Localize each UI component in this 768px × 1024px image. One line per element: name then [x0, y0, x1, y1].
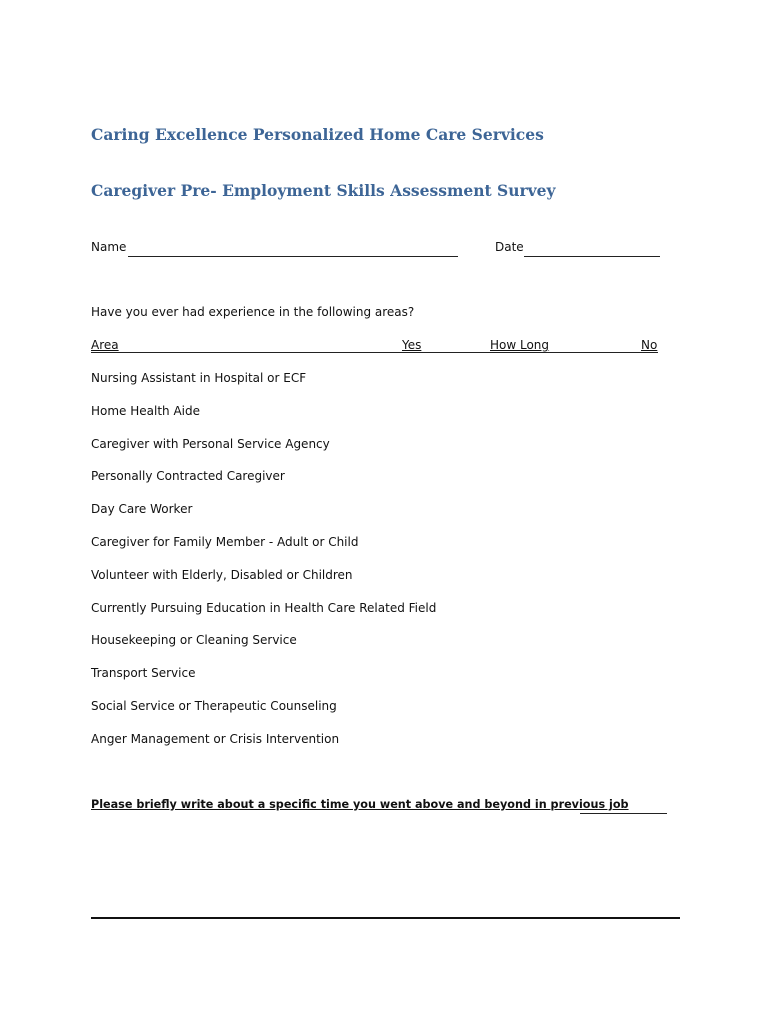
area-item: Housekeeping or Cleaning Service: [91, 633, 297, 647]
area-item: Transport Service: [91, 666, 196, 680]
name-label: Name: [91, 240, 127, 254]
essay-prompt: Please briefly write about a specific time you went above and beyond in previous job: [91, 798, 629, 811]
area-item: Caregiver for Family Member - Adult or Child: [91, 535, 359, 549]
area-item: Volunteer with Elderly, Disabled or Children: [91, 568, 353, 582]
area-item: Home Health Aide: [91, 404, 201, 418]
organization-title: Caring Excellence Personalized Home Care Services: [91, 125, 544, 144]
answer-line[interactable]: [91, 917, 680, 919]
column-header-yes: Yes: [402, 338, 422, 352]
survey-title: Caregiver Pre- Employment Skills Assessment Survey: [91, 181, 556, 200]
date-field[interactable]: [524, 256, 660, 257]
area-item: Caregiver with Personal Service Agency: [91, 437, 330, 451]
area-item: Day Care Worker: [91, 502, 193, 516]
column-header-area: Area: [91, 338, 119, 352]
area-item: Currently Pursuing Education in Health Care Related Field: [91, 601, 437, 615]
experience-question: Have you ever had experience in the following areas?: [91, 305, 415, 319]
name-field[interactable]: [128, 256, 458, 257]
area-item: Social Service or Therapeutic Counseling: [91, 699, 337, 713]
area-item: Anger Management or Crisis Intervention: [91, 732, 340, 746]
area-item: Nursing Assistant in Hospital or ECF: [91, 371, 307, 385]
area-item: Personally Contracted Caregiver: [91, 469, 285, 483]
column-header-how-long: How Long: [490, 338, 550, 352]
essay-blank[interactable]: [580, 813, 667, 814]
date-label: Date: [495, 240, 524, 254]
column-header-no: No: [641, 338, 658, 352]
header-underline: [91, 352, 658, 353]
